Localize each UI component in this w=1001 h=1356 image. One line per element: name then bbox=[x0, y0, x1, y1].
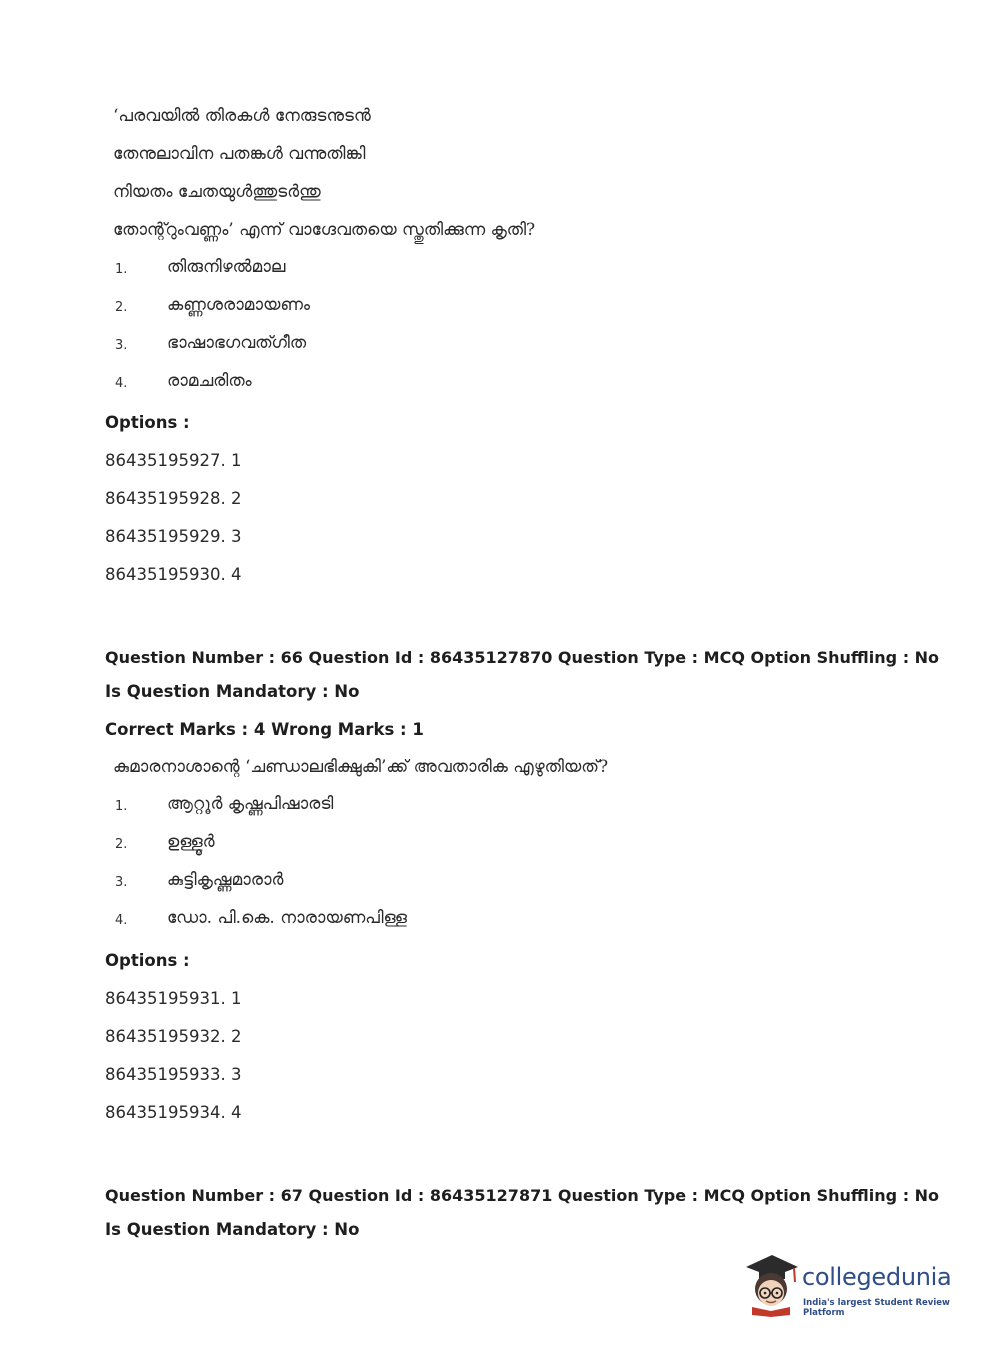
option-id: 86435195929. 3 bbox=[105, 527, 242, 546]
option-id: 86435195934. 4 bbox=[105, 1103, 242, 1122]
option-id: 86435195927. 1 bbox=[105, 451, 242, 470]
option-id: 86435195928. 2 bbox=[105, 489, 242, 508]
choice-text: ആറ്റൂർ കൃഷ്ണപിഷാരടി bbox=[167, 794, 334, 814]
choice-number: 3. bbox=[115, 875, 128, 890]
logo-wordmark: collegedunia bbox=[802, 1263, 952, 1291]
choice-number: 1. bbox=[115, 799, 128, 814]
choice-text: ഉള്ളൂർ bbox=[167, 832, 215, 852]
option-id: 86435195933. 3 bbox=[105, 1065, 242, 1084]
student-mascot-icon bbox=[742, 1249, 800, 1317]
logo-tagline: India's largest Student Review Platform bbox=[803, 1298, 950, 1318]
question-header: Question Number : 66 Question Id : 86435127870 Question Type : MCQ Option Shuffling : No bbox=[105, 648, 940, 667]
choice-number: 2. bbox=[115, 300, 128, 315]
choice-number: 3. bbox=[115, 338, 128, 353]
option-id: 86435195930. 4 bbox=[105, 565, 242, 584]
q66-stem: കുമാരനാശാന്റെ ‘ചണ്ഡാലഭിക്ഷുകി’ക്ക് അവതാരിക എഴുതിയത്? bbox=[113, 757, 609, 777]
question-header: Question Number : 67 Question Id : 86435127871 Question Type : MCQ Option Shuffling : No bbox=[105, 1186, 940, 1205]
options-label: Options : bbox=[105, 413, 190, 432]
choice-number: 2. bbox=[115, 837, 128, 852]
collegedunia-logo bbox=[742, 1249, 970, 1319]
options-label: Options : bbox=[105, 951, 190, 970]
option-id: 86435195931. 1 bbox=[105, 989, 242, 1008]
q65-stem-line: നിയതം ചേതയുൾത്തുടർന്തു bbox=[113, 182, 321, 202]
choice-text: ഡോ. പി.കെ. നാരായണപിള്ള bbox=[167, 908, 407, 928]
choice-text: കുട്ടികൃഷ്ണമാരാർ bbox=[167, 870, 284, 890]
choice-text: തിരുനിഴൽമാല bbox=[167, 257, 286, 277]
choice-text: കണ്ണശരാമായണം bbox=[167, 295, 311, 315]
q65-stem-line: ‘പരവയിൽ തിരകൾ നേരുടനുടൻ bbox=[113, 106, 371, 126]
option-id: 86435195932. 2 bbox=[105, 1027, 242, 1046]
choice-number: 4. bbox=[115, 913, 128, 928]
choice-number: 1. bbox=[115, 262, 128, 277]
question-mandatory: Is Question Mandatory : No bbox=[105, 682, 360, 701]
question-marks: Correct Marks : 4 Wrong Marks : 1 bbox=[105, 720, 424, 739]
choice-text: രാമചരിതം bbox=[167, 371, 252, 391]
choice-number: 4. bbox=[115, 376, 128, 391]
question-mandatory: Is Question Mandatory : No bbox=[105, 1220, 360, 1239]
choice-text: ഭാഷാഭഗവത്ഗീത bbox=[167, 333, 307, 353]
q65-stem-line: തോന്റ്റുംവണ്ണം’ എന്ന് വാഗ്ദേവതയെ സ്തുതിക്കുന്ന കൃതി? bbox=[113, 220, 536, 240]
q65-stem-line: തേനുലാവിന പതങ്കൾ വന്നുതിങ്കി bbox=[113, 144, 366, 164]
